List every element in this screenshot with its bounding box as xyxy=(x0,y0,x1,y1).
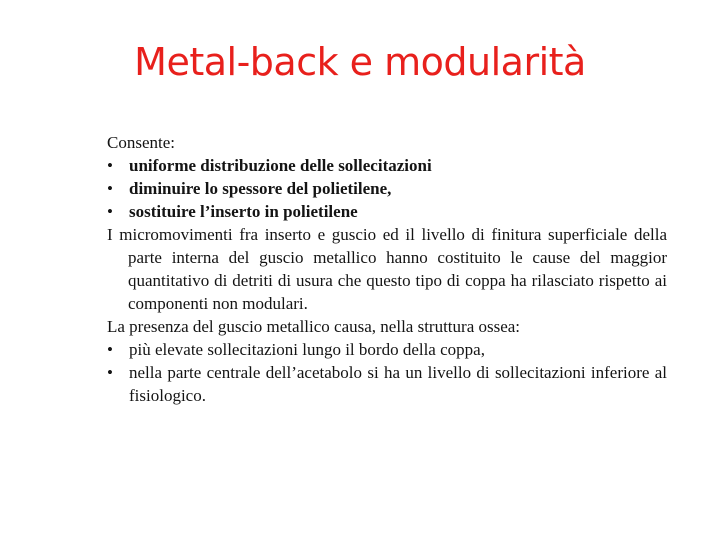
bullet-text: diminuire lo spessore del polietilene, xyxy=(129,179,392,198)
bullet-icon: • xyxy=(107,156,113,175)
bold-bullet-item xyxy=(107,154,667,177)
bold-bullet-item xyxy=(107,177,667,200)
bold-bullet-item xyxy=(107,200,667,223)
bullet-icon: • xyxy=(107,202,113,221)
bullet-icon: • xyxy=(107,179,113,198)
bullet-text: più elevate sollecitazioni lungo il bordo della coppa, xyxy=(129,340,485,359)
slide-body xyxy=(107,131,667,407)
bullet-icon: • xyxy=(107,340,113,359)
bullet-text: nella parte centrale dell’acetabolo si ha un livello di sollecitazioni inferiore al fisiologico. xyxy=(129,363,667,405)
paragraph-metal-shell: La presenza del guscio metallico causa, nella struttura ossea: xyxy=(107,317,521,336)
bullet-icon: • xyxy=(107,363,113,382)
slide-title: Metal-back e modularità xyxy=(134,40,586,84)
bullet-text: uniforme distribuzione delle sollecitazioni xyxy=(129,156,432,175)
bullet-item xyxy=(107,361,667,407)
intro-text: Consente: xyxy=(107,133,175,152)
bullet-item xyxy=(107,338,667,361)
paragraph-micromovements: I micromovimenti fra inserto e guscio ed il livello di finitura superficiale della parte interna del guscio metallico hanno costituito le cause del maggior quantitativo di detriti di usura che questo tipo di coppa ha rilasciato rispetto ai componenti non modulari. xyxy=(107,225,667,313)
bullet-text: sostituire l’inserto in polietilene xyxy=(129,202,358,221)
